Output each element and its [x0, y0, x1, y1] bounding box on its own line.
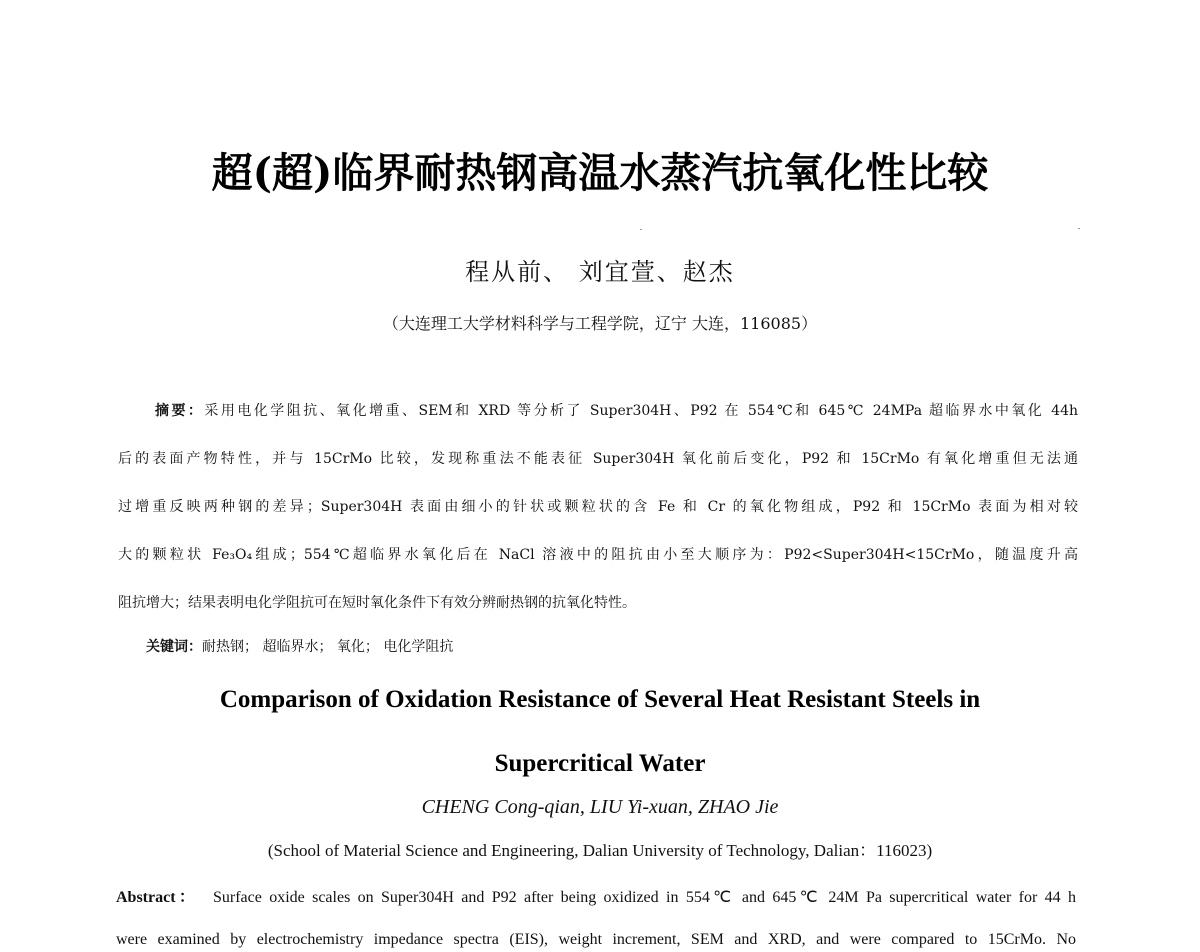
affiliation-english: (School of Material Science and Engineering, Dalian University of Technology, Dalian：116023) [267, 841, 933, 860]
keywords-chinese [146, 636, 453, 656]
abstract-label-english: Abstract： [116, 889, 199, 906]
abstract-english-line: were examined by electrochemistry impedance spectra (EIS), weight increment, SEM and XRD, and were compared to 15CrMo. No [116, 931, 1076, 948]
abstract-chinese-line: 摘要：采用电化学阻抗、氧化增重、SEM和 XRD 等分析了 Super304H、P92 在 554℃和 645℃ 24MPa 超临界水中氧化 44h [155, 403, 1078, 419]
abstract-chinese-line: 大的颗粒状 Fe₃O₄组成；554℃超临界水氧化后在 NaCl 溶液中的阻抗由小至大顺序为：P92<Super304H<15CrMo，随温度升高 [118, 547, 1078, 563]
keywords-label-chinese: 关键词： [146, 639, 202, 655]
paper-title-chinese: 超(超)临界耐热钢高温水蒸汽抗氧化性比较 [211, 149, 989, 197]
scan-speck [1078, 228, 1080, 229]
keywords-text-chinese: 耐热钢； 超临界水； 氧化； 电化学阻抗 [202, 639, 454, 655]
scan-speck [640, 229, 642, 230]
abstract-label-chinese: 摘要： [155, 403, 205, 419]
abstract-english-line: Abstract： Surface oxide scales on Super304H and P92 after being oxidized in 554℃ and 645℃ 24M Pa supercritical water for 44 h [116, 889, 1076, 906]
abstract-chinese-line: 后的表面产物特性，并与 15CrMo 比较，发现称重法不能表征 Super304H 氧化前后变化，P92 和 15CrMo 有氧化增重但无法通 [118, 451, 1078, 467]
abstract-chinese-line: 阻抗增大；结果表明电化学阻抗可在短时氧化条件下有效分辨耐热钢的抗氧化特性。 [118, 595, 636, 611]
paper-title-english-line-2: Supercritical Water [494, 750, 706, 777]
author-list-chinese: 程从前、 刘宜萱、赵杰 [465, 258, 735, 286]
abstract-chinese-line: 过增重反映两种钢的差异；Super304H 表面由细小的针状或颗粒状的含 Fe 和 Cr 的氧化物组成，P92 和 15CrMo 表面为相对较 [118, 499, 1078, 515]
author-list-english: CHENG Cong-qian, LIU Yi-xuan, ZHAO Jie [421, 796, 779, 818]
paper-title-english-line-1: Comparison of Oxidation Resistance of Several Heat Resistant Steels in [219, 686, 981, 713]
affiliation-chinese: （大连理工大学材料科学与工程学院，辽宁 大连，116085） [382, 314, 818, 333]
